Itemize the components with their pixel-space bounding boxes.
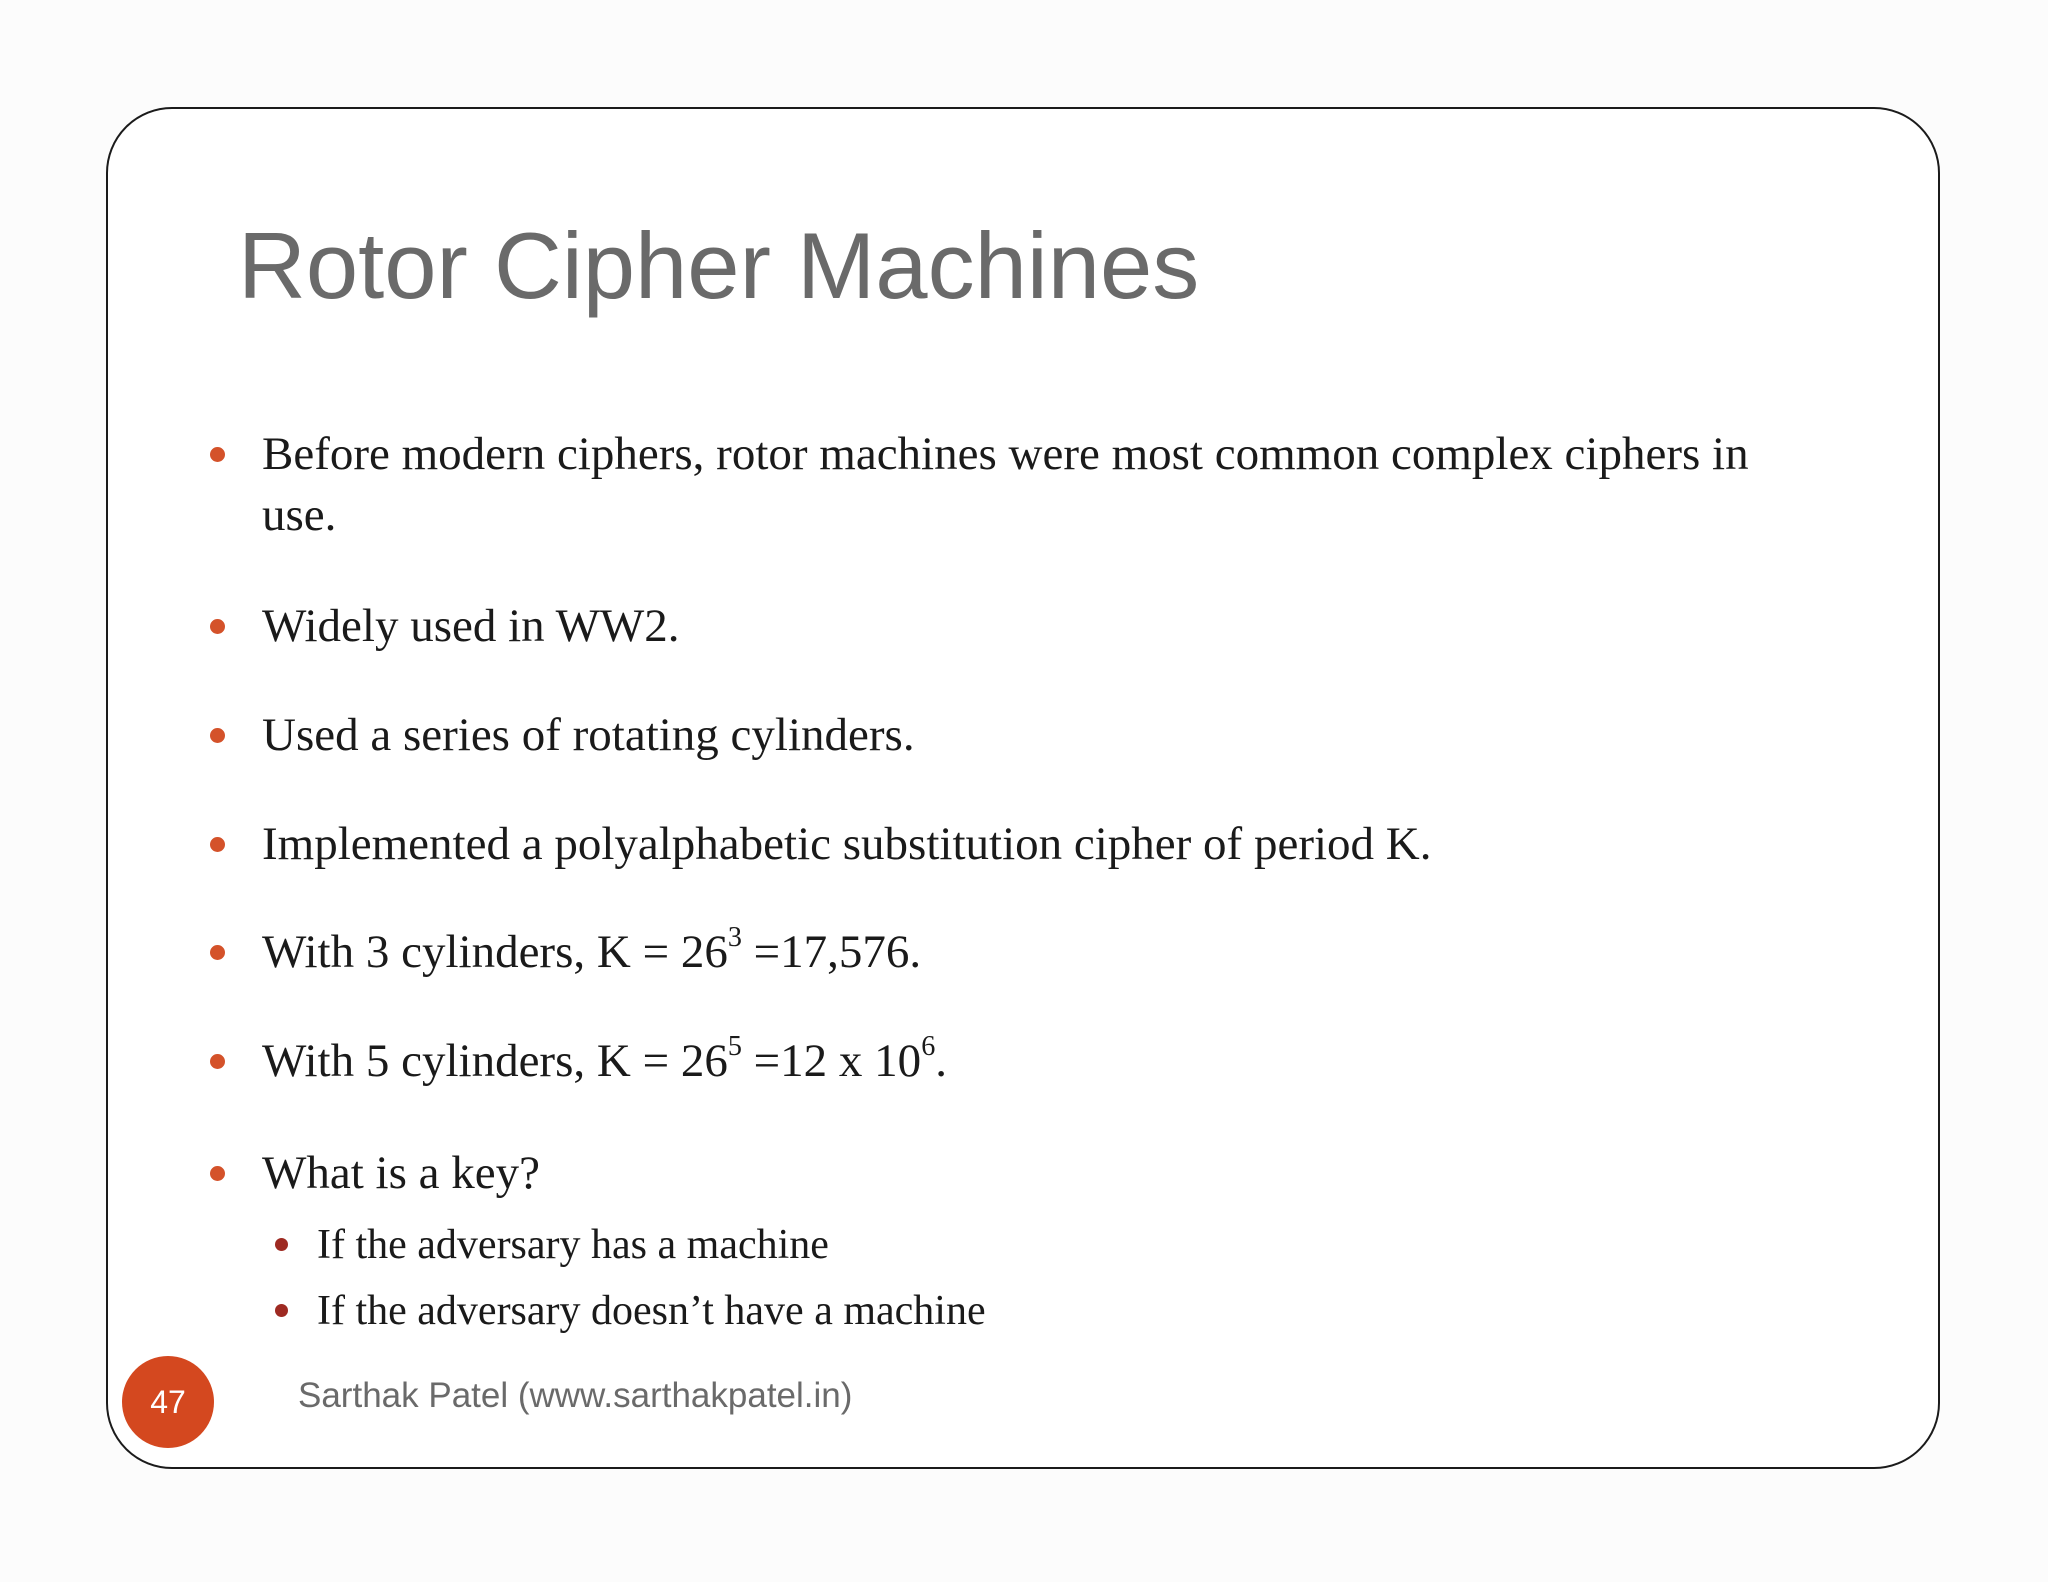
bullet-text: Implemented a polyalphabetic substitution cipher of period K. xyxy=(262,818,1432,870)
slide-title: Rotor Cipher Machines xyxy=(238,213,1200,318)
sub-bullet-text: If the adversary has a machine xyxy=(317,1222,829,1268)
bullet-text: With 3 cylinders, $K = 26^3 =17,576$. xyxy=(262,921,922,978)
exponent: 5 xyxy=(727,1030,742,1062)
bullet-text: Used a series of rotating cylinders. xyxy=(262,709,915,761)
bullet-text: With 5 cylinders, $K = 26^5 =12$ x $10^6$. xyxy=(262,1030,948,1087)
exponent: 3 xyxy=(727,921,742,953)
sub-bullet-text: If the adversary doesn’t have a machine xyxy=(317,1288,986,1334)
bullet-text: Before modern ciphers, rotor machines were most common complex ciphers in use. xyxy=(262,428,1749,541)
footer-author: Sarthak Patel (www.sarthakpatel.in) xyxy=(298,1376,853,1415)
bullet-text: Widely used in WW2. xyxy=(262,600,680,652)
exponent: 6 xyxy=(921,1030,936,1062)
bullet-text: What is a key? xyxy=(262,1147,540,1199)
page-number-badge: 47 xyxy=(122,1356,214,1448)
